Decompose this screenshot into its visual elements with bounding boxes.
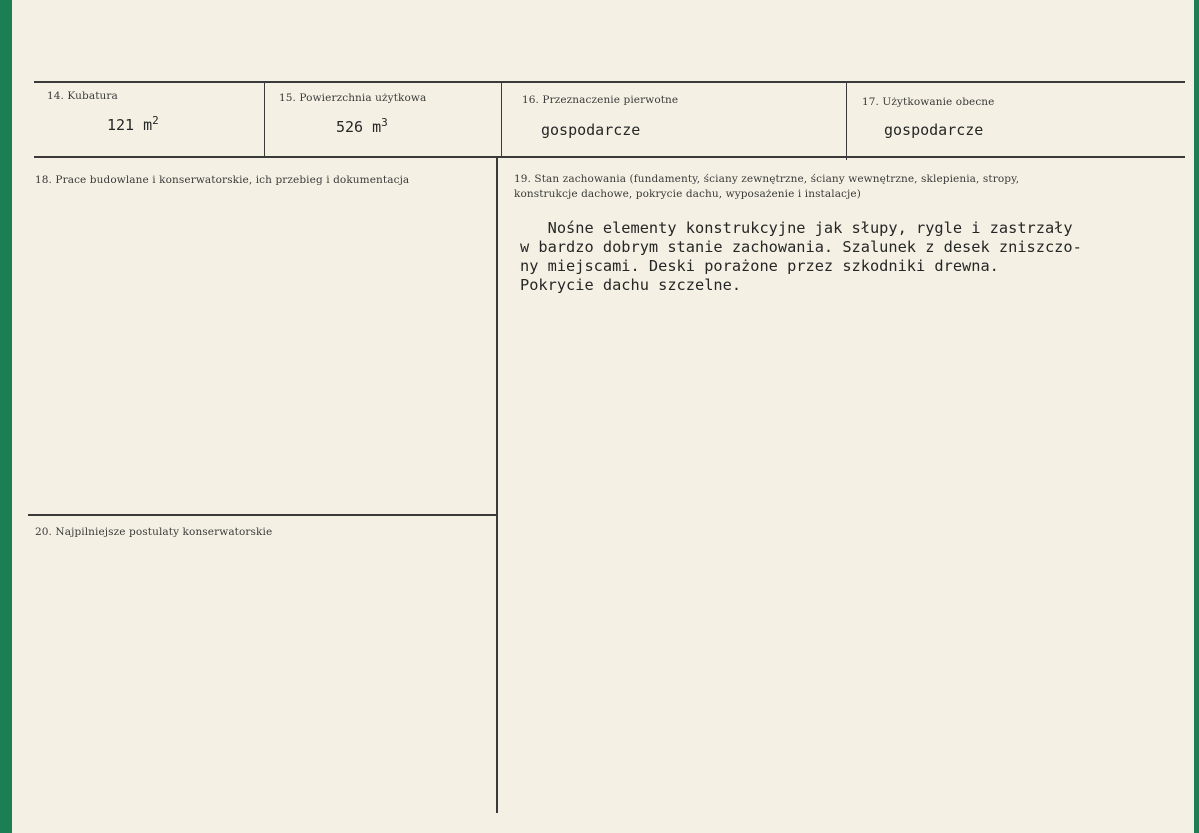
right-edge	[1194, 0, 1199, 833]
kubatura-label: 14. Kubatura	[47, 90, 118, 102]
stan-zachowania-text: Nośne elementy konstrukcyjne jak słupy, rygle i zastrzały w bardzo dobrym stanie zachowania. Szalunek z desek zniszczo- ny miejscami. Deski porażone przez szkodniki drewna. Pokrycie dachu szczelne.	[520, 219, 1082, 294]
prace-budowlane-label: 18. Prace budowlane i konserwatorskie, ich przebieg i dokumentacja	[35, 174, 410, 186]
postulaty-label: 20. Najpilniejsze postulaty konserwatorskie	[35, 526, 273, 538]
left-edge	[0, 0, 12, 833]
kubatura-value: 121 $m^2$	[107, 114, 159, 134]
divider-14-15	[264, 82, 265, 156]
top-rule	[34, 81, 1185, 83]
section-18-20-rule	[28, 514, 496, 516]
divider-15-16	[501, 82, 502, 156]
center-divider	[496, 158, 498, 813]
middle-rule	[34, 156, 1185, 158]
divider-16-17	[846, 82, 847, 160]
powierzchnia-value: 526 $m^3$	[336, 116, 388, 136]
powierzchnia-label: 15. Powierzchnia użytkowa	[279, 92, 427, 104]
przeznaczenie-value: gospodarcze	[541, 121, 641, 139]
uzytkowanie-value: gospodarcze	[884, 121, 984, 139]
stan-zachowania-label: 19. Stan zachowania (fundamenty, ściany zewnętrzne, ściany wewnętrzne, sklepienia, stropy, konstrukcje dachowe, pokrycie dachu, wyposażenie i instalacje)	[514, 173, 1020, 200]
uzytkowanie-label: 17. Użytkowanie obecne	[862, 96, 995, 108]
przeznaczenie-label: 16. Przeznaczenie pierwotne	[522, 94, 679, 106]
